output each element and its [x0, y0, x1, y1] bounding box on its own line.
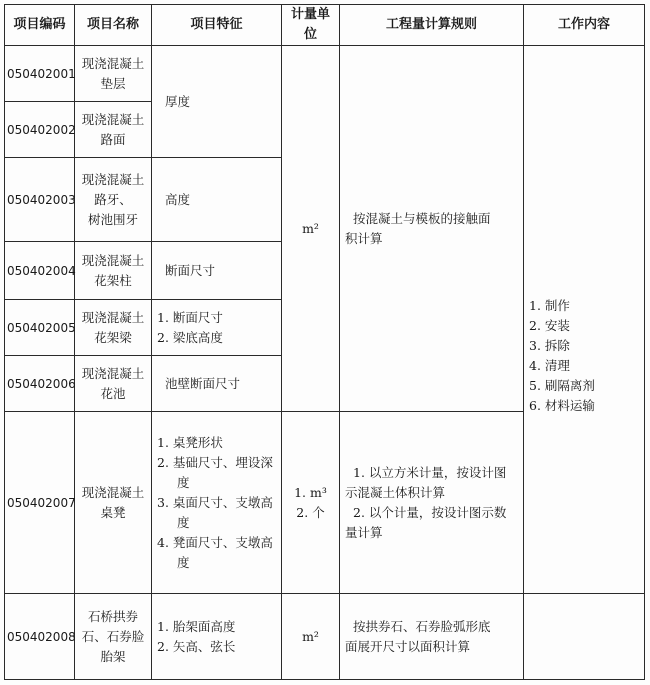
item-code: 050402001: [5, 46, 75, 102]
item-name: 现浇混凝土 桌凳: [75, 412, 152, 594]
engineering-spec-table: [4, 4, 645, 680]
calculation-rule: 按混凝土与模板的接触面 积计算: [340, 46, 524, 412]
header-work: 工作内容: [524, 5, 645, 46]
header-name: 项目名称: [75, 5, 152, 46]
item-name: 现浇混凝土 路牙、 树池围牙: [75, 158, 152, 242]
work-content-empty: [524, 594, 645, 680]
header-feature: 项目特征: [152, 5, 282, 46]
item-feature: 断面尺寸: [152, 242, 282, 300]
item-feature: 厚度: [152, 46, 282, 158]
item-feature: 1. 断面尺寸 2. 梁底高度: [152, 300, 282, 356]
item-code: 050402002: [5, 102, 75, 158]
item-code: 050402003: [5, 158, 75, 242]
item-name: 现浇混凝土 路面: [75, 102, 152, 158]
item-code: 050402005: [5, 300, 75, 356]
calculation-rule: 1. 以立方米计量，按设计图 示混凝土体积计算 2. 以个计量，按设计图示数 量计算: [340, 412, 524, 594]
item-feature: 1. 胎架面高度 2. 矢高、弦长: [152, 594, 282, 680]
header-code: 项目编码: [5, 5, 75, 46]
item-feature: 1. 桌凳形状 2. 基础尺寸、埋设深度 3. 桌面尺寸、支墩高度 4. 凳面尺寸、支墩高度: [152, 412, 282, 594]
item-name: 现浇混凝土 垫层: [75, 46, 152, 102]
table-row: [5, 46, 645, 102]
header-unit: 计量单位: [282, 5, 340, 46]
item-unit: m²: [282, 46, 340, 412]
item-unit: m²: [282, 594, 340, 680]
item-feature: 高度: [152, 158, 282, 242]
item-unit: 1. m³ 2. 个: [282, 412, 340, 594]
item-feature: 池壁断面尺寸: [152, 356, 282, 412]
item-name: 现浇混凝土 花池: [75, 356, 152, 412]
item-name: 现浇混凝土 花架柱: [75, 242, 152, 300]
item-name: 现浇混凝土 花架梁: [75, 300, 152, 356]
header-rule: 工程量计算规则: [340, 5, 524, 46]
item-name: 石桥拱券 石、石券脸 胎架: [75, 594, 152, 680]
item-code: 050402007: [5, 412, 75, 594]
work-content: 1. 制作 2. 安装 3. 拆除 4. 清理 5. 刷隔离剂 6. 材料运输: [524, 46, 645, 594]
item-code: 050402008: [5, 594, 75, 680]
header-row: [5, 5, 645, 46]
calculation-rule: 按拱券石、石券脸弧形底 面展开尺寸以面积计算: [340, 594, 524, 680]
table-row: [5, 594, 645, 680]
item-code: 050402004: [5, 242, 75, 300]
item-code: 050402006: [5, 356, 75, 412]
